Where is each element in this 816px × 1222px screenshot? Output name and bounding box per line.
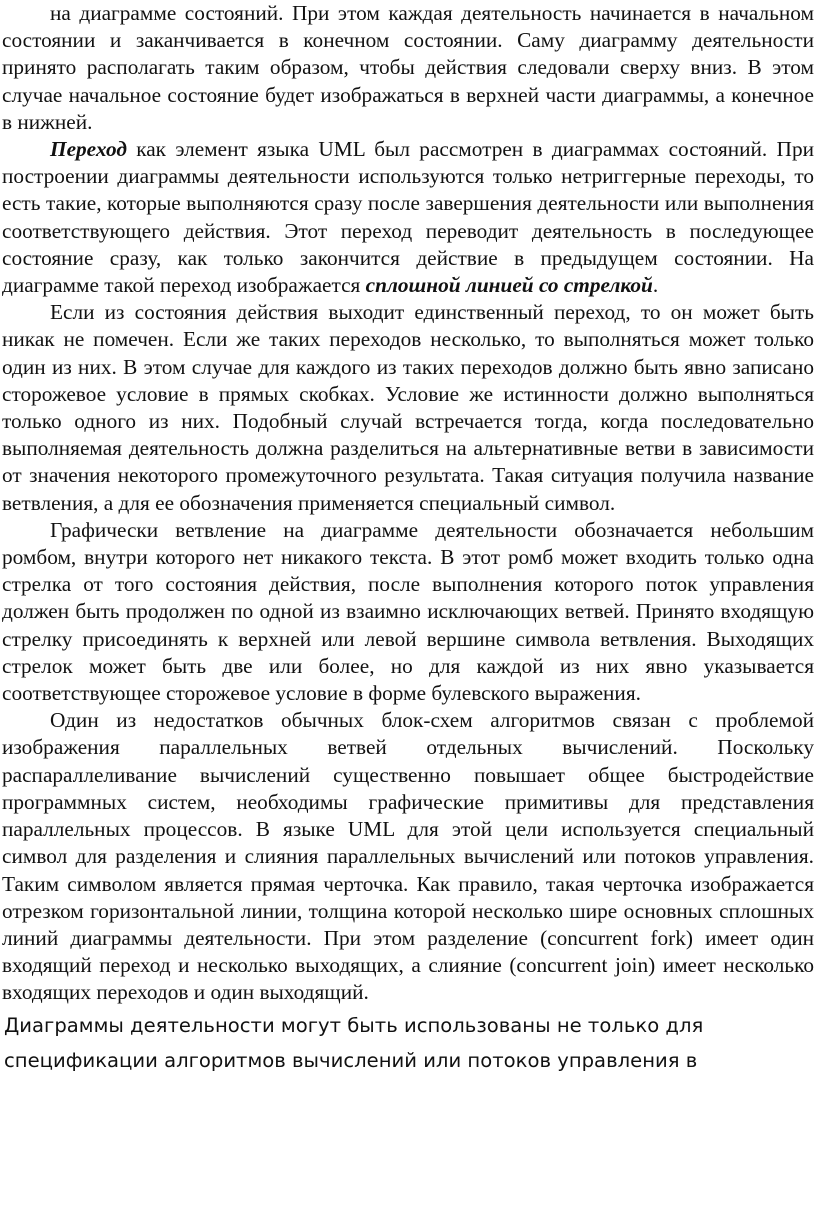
paragraph-transition-end: . bbox=[652, 273, 659, 298]
document-body bbox=[2, 0, 814, 1007]
tail-line-2: спецификации алгоритмов вычислений или потоков управления в bbox=[4, 1048, 698, 1072]
paragraph-parallel-fork-join: Один из недостатков обычных блок-схем алгоритмов связан с проблемой изображения параллельных ветвей отдельных вычислений. Поскольку распараллеливание вычислений существенно повышает общее быстродействие программных систем, необходимы графические примитивы для представления параллельных процессов. В языке UML для этой цели используется специальный символ для разделения и слияния параллельных вычислений или потоков управления. Таким символом является прямая черточка. Как правило, такая черточка изображается отрезком горизонтальной линии, толщина которой несколько шире основных сплошных линий диаграммы деятельности. При этом разделение (concurrent fork) имеет один входящий переход и несколько выходящих, а слияние (concurrent join) имеет несколько входящих переходов и один выходящий. bbox=[2, 708, 814, 1005]
paragraph-guard-conditions: Если из состояния действия выходит единственный переход, то он может быть никак не помечен. Если же таких переходов несколько, то выполняться может только один из них. В этом случае для каждого из таких переходов должно быть явно записано сторожевое условие в прямых скобках. Условие же истинности должно выполняться только одного из них. Подобный случай встречается тогда, когда последовательно выполняемая деятельность должна разделиться на альтернативные ветви в зависимости от значения некоторого промежуточного результата. Такая ситуация получила название ветвления, а для ее обозначения применяется специальный символ. bbox=[2, 300, 814, 515]
tail-line-1: Диаграммы деятельности могут быть использованы не только для bbox=[4, 1013, 704, 1037]
paragraph-transition bbox=[2, 136, 814, 299]
paragraph-branch-symbol: Графически ветвление на диаграмме деятельности обозначается небольшим ромбом, внутри которого нет никакого текста. В этот ромб может входить только одна стрелка от того состояния действия, после выполнения которого поток управления должен быть продолжен по одной из взаимно исключающих ветвей. Принято входящую стрелку присоединять к верхней или левой вершине символа ветвления. Выходящих стрелок может быть две или более, но для каждой из них явно указывается соответствующее сторожевое условие в форме булевского выражения. bbox=[2, 517, 814, 706]
paragraph-activity-layout: на диаграмме состояний. При этом каждая деятельность начинается в начальном состоянии и заканчивается в конечном состоянии. Саму диаграмму деятельности принято располагать таким образом, чтобы действия следовали сверху вниз. В этом случае начальное состояние будет изображаться в верхней части диаграммы, а конечное в нижней. bbox=[2, 1, 814, 134]
term-transition: Переход bbox=[50, 137, 127, 162]
paragraph-transition-text: как элемент языка UML был рассмотрен в диаграммах состояний. При построении диаграммы деятельности используются только нетриггерные переходы, то есть такие, которые выполняются сразу после завершения деятельности или выполнения соответствующего действия. Этот переход переводит деятельность в последующее состояние сразу, как только закончится действие в предыдущем состоянии. На диаграмме такой переход изображается bbox=[2, 137, 814, 298]
emphasis-solid-line-arrow: сплошной линией со стрелкой bbox=[365, 273, 653, 298]
